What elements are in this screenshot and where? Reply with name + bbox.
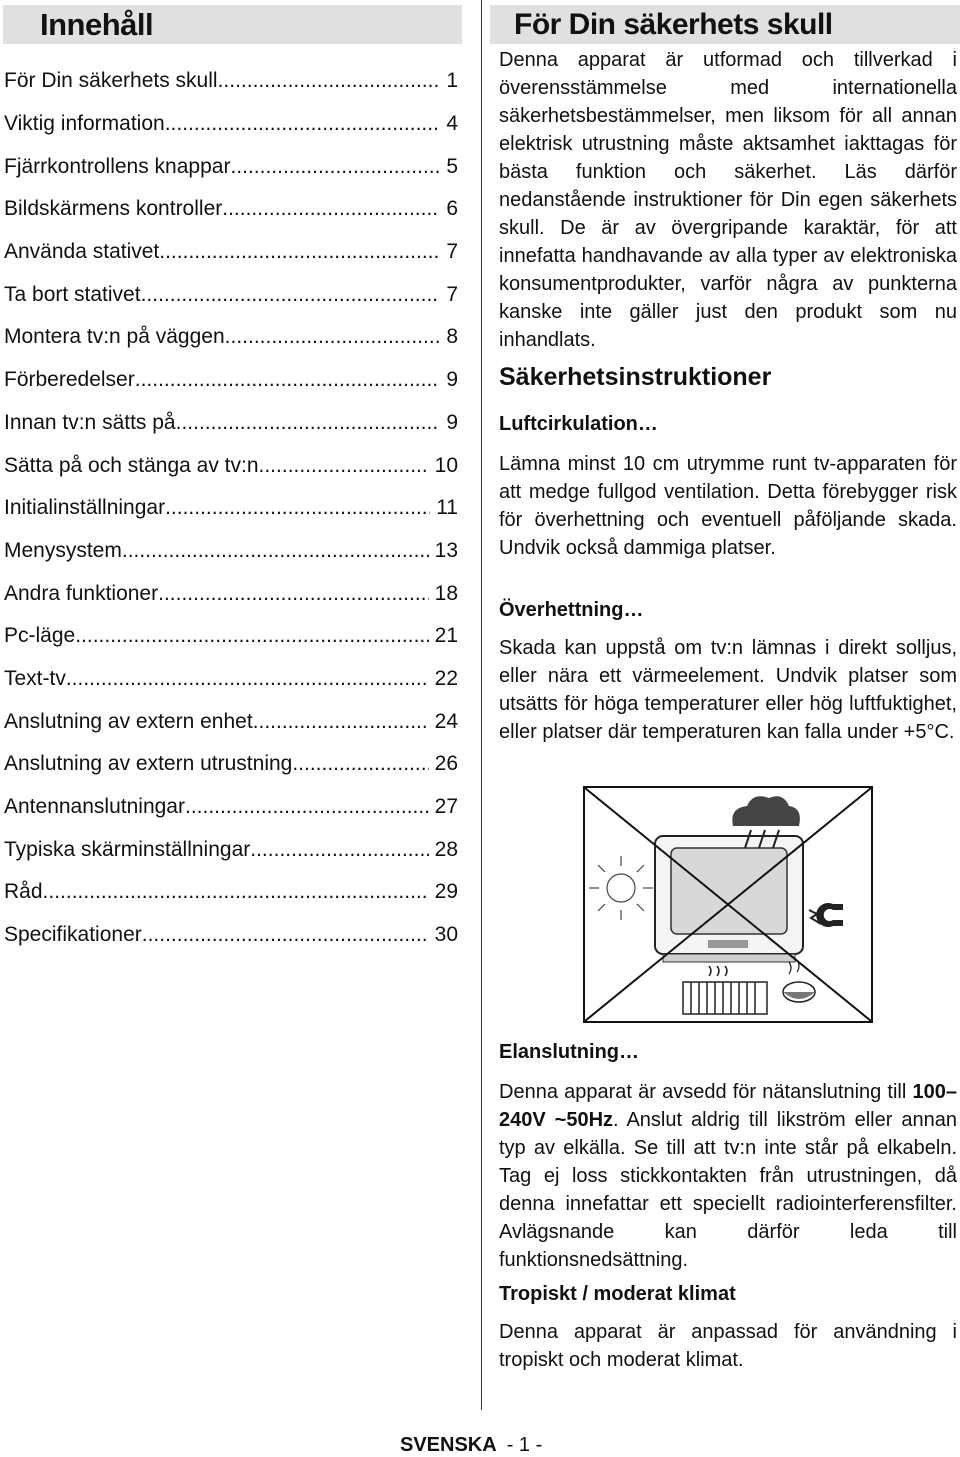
toc-item-page: 5: [446, 154, 458, 178]
safety-intro-block: [499, 46, 957, 354]
air-text-block: [499, 450, 957, 562]
toc-item: [4, 188, 458, 231]
safety-intro: Denna apparat är utformad och tillverkad i överensstämmelse med internationella säkerhetsbestämmelser, men liksom för all annan elektrisk utrustning måste aktsamhet iakttagas för bästa funktion och säkerhet. Läs därför nedanstående instruktioner för Din egen säkerhets skull. De är av övergripande karaktär, för att innefatta handhavande av alla typer av elektroniska konsumentprodukter, varför några av punkterna kanske inte gäller just den produkt som nu inhandlats.: [499, 49, 957, 351]
toc-item: [4, 786, 458, 829]
toc-item: [4, 60, 458, 103]
toc-item-label: Viktig information: [4, 112, 165, 136]
toc-item: [4, 487, 458, 530]
toc-leader-dots: [43, 880, 429, 904]
toc-item-page: 28: [434, 837, 458, 861]
toc-leader-dots: [230, 155, 440, 179]
toc-leader-dots: [250, 838, 428, 862]
toc-item-page: 18: [434, 581, 458, 605]
toc-leader-dots: [259, 454, 429, 478]
climate-text-block: [499, 1318, 957, 1374]
power-text-part-1: Denna apparat är avsedd för nätanslutning till: [499, 1081, 913, 1103]
climate-block: [499, 1280, 957, 1308]
toc-item-page: 11: [436, 496, 458, 520]
heat-block: [499, 596, 957, 624]
toc-item-page: 7: [446, 240, 458, 264]
toc-leader-dots: [135, 368, 441, 392]
toc-leader-dots: [225, 325, 441, 349]
power-text-block: [499, 1078, 957, 1274]
toc-leader-dots: [75, 624, 428, 648]
toc-item: [4, 700, 458, 743]
toc-item: [4, 828, 458, 871]
toc-item: [4, 273, 458, 316]
toc-item-page: 9: [446, 410, 458, 434]
toc-item-label: Fjärrkontrollens knappar: [4, 154, 231, 178]
toc-item-label: Initialinställningar: [4, 496, 166, 520]
toc-item: [4, 530, 458, 573]
toc-item: [4, 231, 458, 274]
toc-item-label: Använda stativet: [4, 240, 160, 264]
toc-leader-dots: [165, 496, 430, 520]
toc-item: [4, 572, 458, 615]
toc-leader-dots: [142, 923, 429, 947]
sun-icon: [589, 856, 653, 920]
toc-leader-dots: [159, 240, 440, 264]
toc-item-label: Montera tv:n på väggen: [4, 325, 225, 349]
toc-item-label: Ta bort stativet: [4, 282, 141, 306]
footer-language: SVENSKA: [400, 1434, 497, 1456]
air-text: Lämna minst 10 cm utrymme runt tv-apparaten för att medge fullgod ventilation. Detta förebygger risk för överhettning och eventuell påföljande skada. Undvik också dammiga platser.: [499, 453, 957, 559]
toc-leader-dots: [158, 582, 429, 606]
toc-item-page: 4: [446, 112, 458, 136]
toc-item: [4, 615, 458, 658]
toc-item-label: Råd: [4, 880, 43, 904]
toc-item-page: 9: [446, 368, 458, 392]
toc-title: Innehåll: [40, 7, 154, 42]
toc-item-label: Innan tv:n sätts på: [4, 410, 176, 434]
toc-item-label: Menysystem: [4, 538, 122, 562]
instructions-block: [499, 362, 957, 392]
toc-item-page: 27: [434, 795, 458, 819]
toc-item: [4, 658, 458, 701]
toc-item-page: 13: [434, 538, 458, 562]
toc-item: [4, 402, 458, 445]
toc-item-label: Anslutning av extern enhet: [4, 709, 253, 733]
toc-list: [4, 60, 458, 956]
column-divider: [481, 0, 482, 1410]
toc-item-page: 24: [434, 709, 458, 733]
warning-illustration: [583, 786, 873, 1023]
toc-item: [4, 871, 458, 914]
heat-text-block: [499, 634, 957, 746]
toc-item: [4, 145, 458, 188]
toc-item-page: 7: [446, 282, 458, 306]
toc-item-page: 29: [434, 880, 458, 904]
toc-item-label: Antennanslutningar: [4, 795, 185, 819]
toc-item-label: Text-tv: [4, 666, 66, 690]
toc-item-label: Andra funktioner: [4, 581, 159, 605]
toc-header: [3, 5, 462, 44]
heat-title: Överhettning…: [499, 599, 644, 621]
toc-item-label: För Din säkerhets skull: [4, 69, 218, 93]
toc-item-page: 21: [434, 624, 458, 648]
toc-item-label: Förberedelser: [4, 368, 135, 392]
toc-item-label: Bildskärmens kontroller: [4, 197, 223, 221]
toc-leader-dots: [165, 112, 441, 136]
power-block: [499, 1038, 957, 1066]
toc-item-page: 10: [434, 453, 458, 477]
toc-leader-dots: [176, 411, 441, 435]
instructions-title: Säkerhetsinstruktioner: [499, 363, 772, 391]
safety-header: [490, 5, 960, 44]
toc-item: [4, 914, 458, 957]
power-voltage: 100–240V ~50Hz: [499, 1081, 957, 1131]
power-text-part-2: . Anslut aldrig till likström eller annan typ av elkälla. Se till att tv:n inte står på elkabeln. Tag ej loss stickkontakten från utrustningen, då denna innefattar ett speciellt radiointerferensfilter. Avlägsnande kan därför leda till funktionsnedsättning.: [499, 1109, 957, 1271]
toc-item-page: 22: [434, 666, 458, 690]
toc-item-page: 26: [434, 752, 458, 776]
toc-item-label: Anslutning av extern utrustning: [4, 752, 293, 776]
toc-item: [4, 103, 458, 146]
toc-item-page: 6: [446, 197, 458, 221]
toc-item-page: 30: [434, 923, 458, 947]
page-footer: [400, 1434, 542, 1457]
toc-leader-dots: [141, 283, 441, 307]
toc-item: [4, 743, 458, 786]
air-block: [499, 410, 957, 438]
power-title: Elanslutning…: [499, 1041, 639, 1063]
toc-leader-dots: [122, 539, 429, 563]
toc-leader-dots: [253, 710, 429, 734]
safety-title: För Din säkerhets skull: [514, 8, 833, 41]
toc-item-page: 8: [446, 325, 458, 349]
toc-item-label: Typiska skärminställningar: [4, 837, 251, 861]
toc-item-label: Specifikationer: [4, 923, 142, 947]
toc-item: [4, 316, 458, 359]
climate-title: Tropiskt / moderat klimat: [499, 1283, 736, 1305]
tv-icon: [655, 836, 803, 962]
power-text: [499, 1078, 957, 1274]
toc-leader-dots: [66, 667, 429, 691]
climate-text: Denna apparat är anpassad för användning i tropiskt och moderat klimat.: [499, 1321, 957, 1371]
toc-item-page: 1: [446, 69, 458, 93]
toc-leader-dots: [222, 197, 440, 221]
toc-leader-dots: [218, 69, 441, 93]
toc-item: [4, 359, 458, 402]
toc-item: [4, 444, 458, 487]
toc-item-label: Pc-läge: [4, 624, 76, 648]
footer-page-number: - 1 -: [506, 1434, 543, 1456]
heat-text: Skada kan uppstå om tv:n lämnas i direkt solljus, eller nära ett värmeelement. Undvik platser som utsätts för höga temperaturer eller hög luftfuktighet, eller platser där temperaturen kan falla under +5°C.: [499, 637, 957, 743]
air-title: Luftcirkulation…: [499, 413, 658, 435]
toc-leader-dots: [292, 752, 428, 776]
toc-item-label: Sätta på och stänga av tv:n: [4, 453, 259, 477]
toc-leader-dots: [185, 795, 429, 819]
